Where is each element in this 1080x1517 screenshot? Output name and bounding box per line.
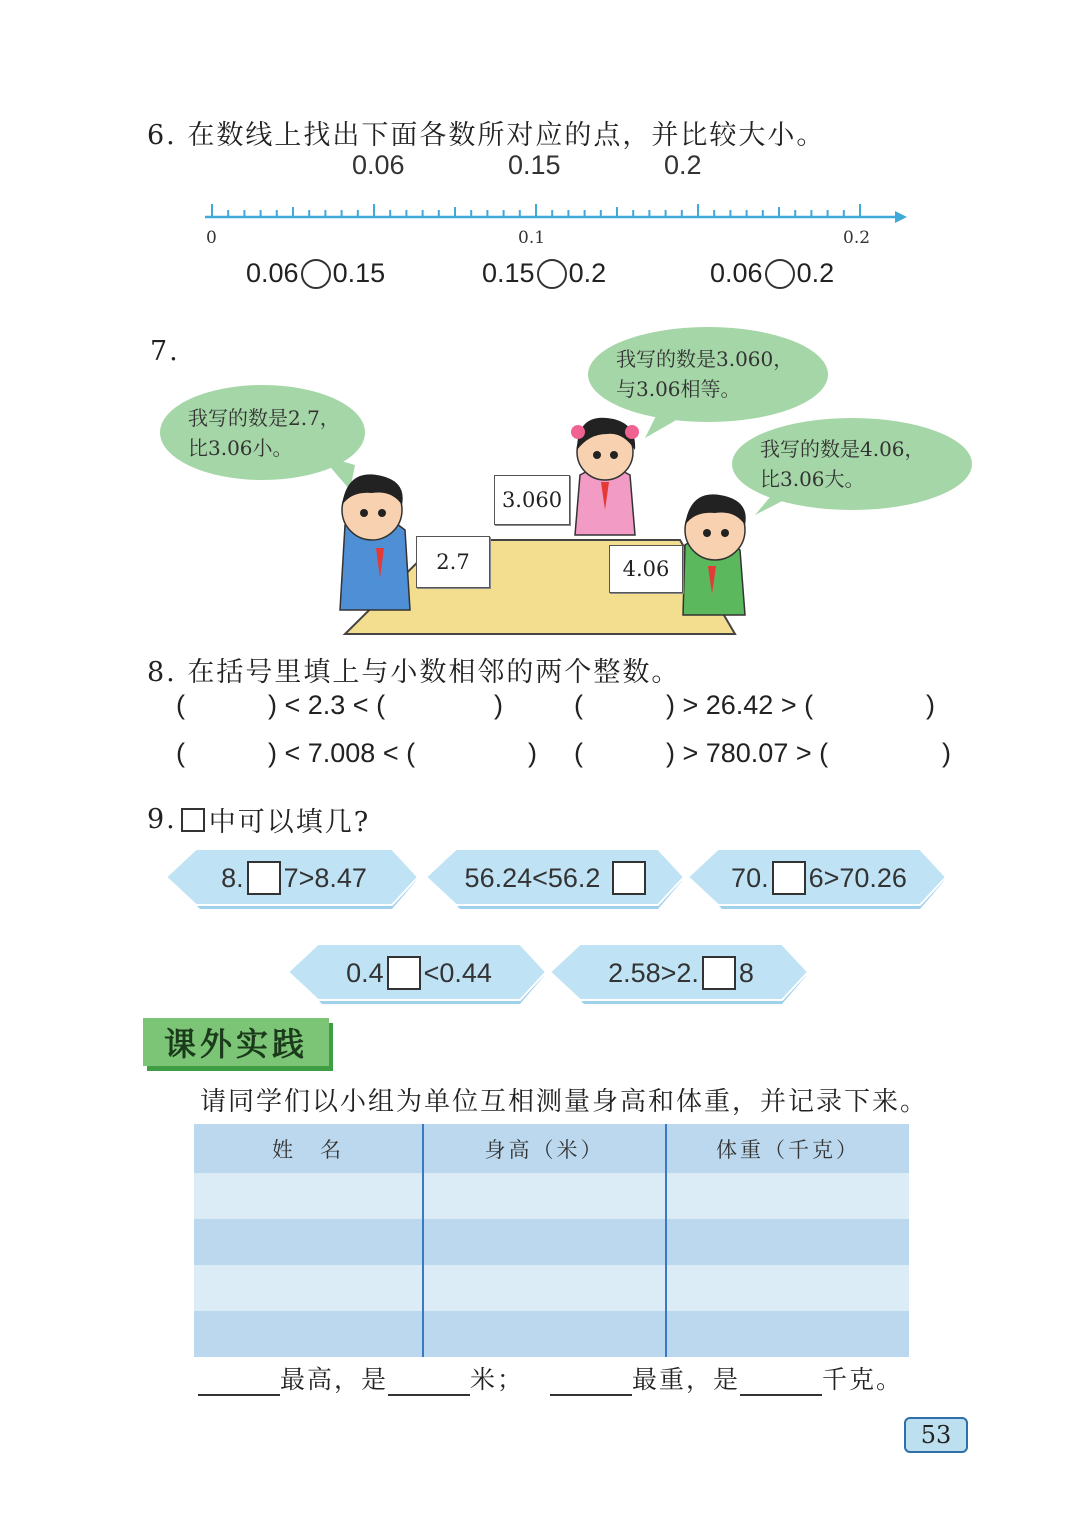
girl-figure xyxy=(571,418,639,535)
bubble-3-line1: 我写的数是4.06， xyxy=(760,437,925,461)
q8-row-2 xyxy=(0,738,1080,774)
answer-box[interactable] xyxy=(612,861,646,895)
bubble-1-line2: 比3.06小。 xyxy=(188,436,293,460)
blank-field[interactable] xyxy=(388,1368,470,1396)
table-row xyxy=(194,1173,909,1219)
page-number: 53 xyxy=(904,1417,968,1453)
speech-bubble-3 xyxy=(732,418,972,510)
hex-item-2 xyxy=(426,847,688,909)
tick-label-0.2: 0.2 xyxy=(843,228,871,248)
table-cell[interactable] xyxy=(666,1311,909,1357)
q8-expression: ) < 7.008 < ( xyxy=(268,738,416,768)
q6-number-2: 0.15 xyxy=(508,150,561,180)
q8-paren: ) xyxy=(926,690,935,720)
blank-field[interactable] xyxy=(550,1368,632,1396)
tick-label-0.1: 0.1 xyxy=(518,228,546,248)
table-cell[interactable] xyxy=(194,1173,423,1219)
table-cell[interactable] xyxy=(423,1219,666,1265)
table-cell[interactable] xyxy=(666,1265,909,1311)
comparison-3 xyxy=(710,258,834,289)
table-cell[interactable] xyxy=(194,1265,423,1311)
q7-number: 7. xyxy=(150,336,180,367)
practice-instruction: 请同学们以小组为单位互相测量身高和体重，并记录下来。 xyxy=(200,1087,929,1117)
q8-paren: ( xyxy=(176,738,185,768)
blank-field[interactable] xyxy=(740,1368,822,1396)
table-header-row xyxy=(194,1124,909,1173)
hex-3-post: 6>70.26 xyxy=(808,862,907,893)
q8-title: 8. 在括号里填上与小数相邻的两个整数。 xyxy=(147,657,681,688)
q8-paren: ) xyxy=(494,690,503,720)
answer-box[interactable] xyxy=(387,956,421,990)
boy-left-figure xyxy=(340,474,410,610)
comparison-2-left: 0.15 xyxy=(482,258,535,288)
q8-paren: ) xyxy=(528,738,537,768)
compare-circle[interactable] xyxy=(301,259,331,289)
hex-5-pre: 2.58>2. xyxy=(608,957,699,988)
q9-title: 中可以填几? xyxy=(208,807,371,838)
comparison-1 xyxy=(246,258,385,289)
number-line xyxy=(195,196,915,230)
blank-field[interactable] xyxy=(198,1368,280,1396)
header-height: 身高（米） xyxy=(423,1124,666,1173)
table-row xyxy=(194,1311,909,1357)
q6-title: 6. 在数线上找出下面各数所对应的点，并比较大小。 xyxy=(147,120,826,151)
footer-text-1: 最高，是 xyxy=(280,1365,389,1394)
hex-item-5 xyxy=(550,942,812,1004)
header-weight: 体重（千克） xyxy=(666,1124,909,1173)
table-cell[interactable] xyxy=(423,1311,666,1357)
q8-expression: ) < 2.3 < ( xyxy=(268,690,386,720)
q8-row-1 xyxy=(0,690,1080,726)
hex-item-1 xyxy=(166,847,422,909)
footer-text-2: 米； xyxy=(470,1365,525,1394)
compare-circle[interactable] xyxy=(765,259,795,289)
comparison-3-right: 0.2 xyxy=(796,258,835,288)
hex-3-pre: 70. xyxy=(731,862,769,893)
table-cell[interactable] xyxy=(194,1311,423,1357)
q6-number-3: 0.2 xyxy=(664,150,702,180)
q9-title-row xyxy=(147,800,370,839)
hex-4-post: <0.44 xyxy=(423,957,492,988)
record-table xyxy=(194,1124,909,1357)
q8-paren: ( xyxy=(574,690,583,720)
table-cell[interactable] xyxy=(666,1219,909,1265)
table-cell[interactable] xyxy=(194,1219,423,1265)
bubble-2-line2: 与3.06相等。 xyxy=(616,377,741,401)
answer-box[interactable] xyxy=(702,956,736,990)
table-cell[interactable] xyxy=(423,1173,666,1219)
number-card-1: 2.7 xyxy=(416,536,490,588)
hex-1-post: 7>8.47 xyxy=(283,862,367,893)
q8-expression: ) > 26.42 > ( xyxy=(666,690,814,720)
hex-item-4 xyxy=(288,942,550,1004)
footer-sentence xyxy=(198,1360,903,1396)
number-line-arrow xyxy=(895,211,907,223)
q8-paren: ( xyxy=(176,690,185,720)
q6-number-1: 0.06 xyxy=(352,150,405,180)
footer-text-4: 千克。 xyxy=(822,1365,904,1394)
boy-right-figure xyxy=(683,494,746,615)
footer-text-3: 最重，是 xyxy=(632,1365,741,1394)
hex-4-pre: 0.4 xyxy=(346,957,384,988)
q8-paren: ) xyxy=(942,738,951,768)
table-cell[interactable] xyxy=(423,1265,666,1311)
tick-label-0: 0 xyxy=(206,228,217,248)
bubble-2-line1: 我写的数是3.060， xyxy=(616,347,794,371)
hex-2-pre: 56.24<56.2 xyxy=(464,862,601,893)
square-icon xyxy=(181,808,205,832)
q8-paren: ( xyxy=(574,738,583,768)
speech-bubble-1 xyxy=(160,385,365,480)
comparison-3-left: 0.06 xyxy=(710,258,763,288)
comparison-2 xyxy=(482,258,606,289)
speech-bubble-2 xyxy=(588,327,828,422)
header-name: 姓 名 xyxy=(194,1124,423,1173)
table-row xyxy=(194,1265,909,1311)
hex-5-post: 8 xyxy=(738,957,754,988)
q9-number: 9. xyxy=(147,804,177,835)
bubble-1-line1: 我写的数是2.7， xyxy=(188,406,340,430)
section-tag: 课外实践 xyxy=(143,1018,329,1066)
hex-item-3 xyxy=(688,847,950,909)
compare-circle[interactable] xyxy=(537,259,567,289)
number-card-3: 4.06 xyxy=(609,545,683,593)
answer-box[interactable] xyxy=(247,861,281,895)
table-row xyxy=(194,1219,909,1265)
hex-1-pre: 8. xyxy=(221,862,244,893)
q8-expression: ) > 780.07 > ( xyxy=(666,738,829,768)
comparison-2-right: 0.2 xyxy=(568,258,607,288)
bubble-3-line2: 比3.06大。 xyxy=(760,467,865,491)
comparison-1-right: 0.15 xyxy=(332,258,386,288)
answer-box[interactable] xyxy=(772,861,806,895)
table-cell[interactable] xyxy=(666,1173,909,1219)
number-card-2: 3.060 xyxy=(494,475,570,525)
comparison-1-left: 0.06 xyxy=(246,258,299,288)
